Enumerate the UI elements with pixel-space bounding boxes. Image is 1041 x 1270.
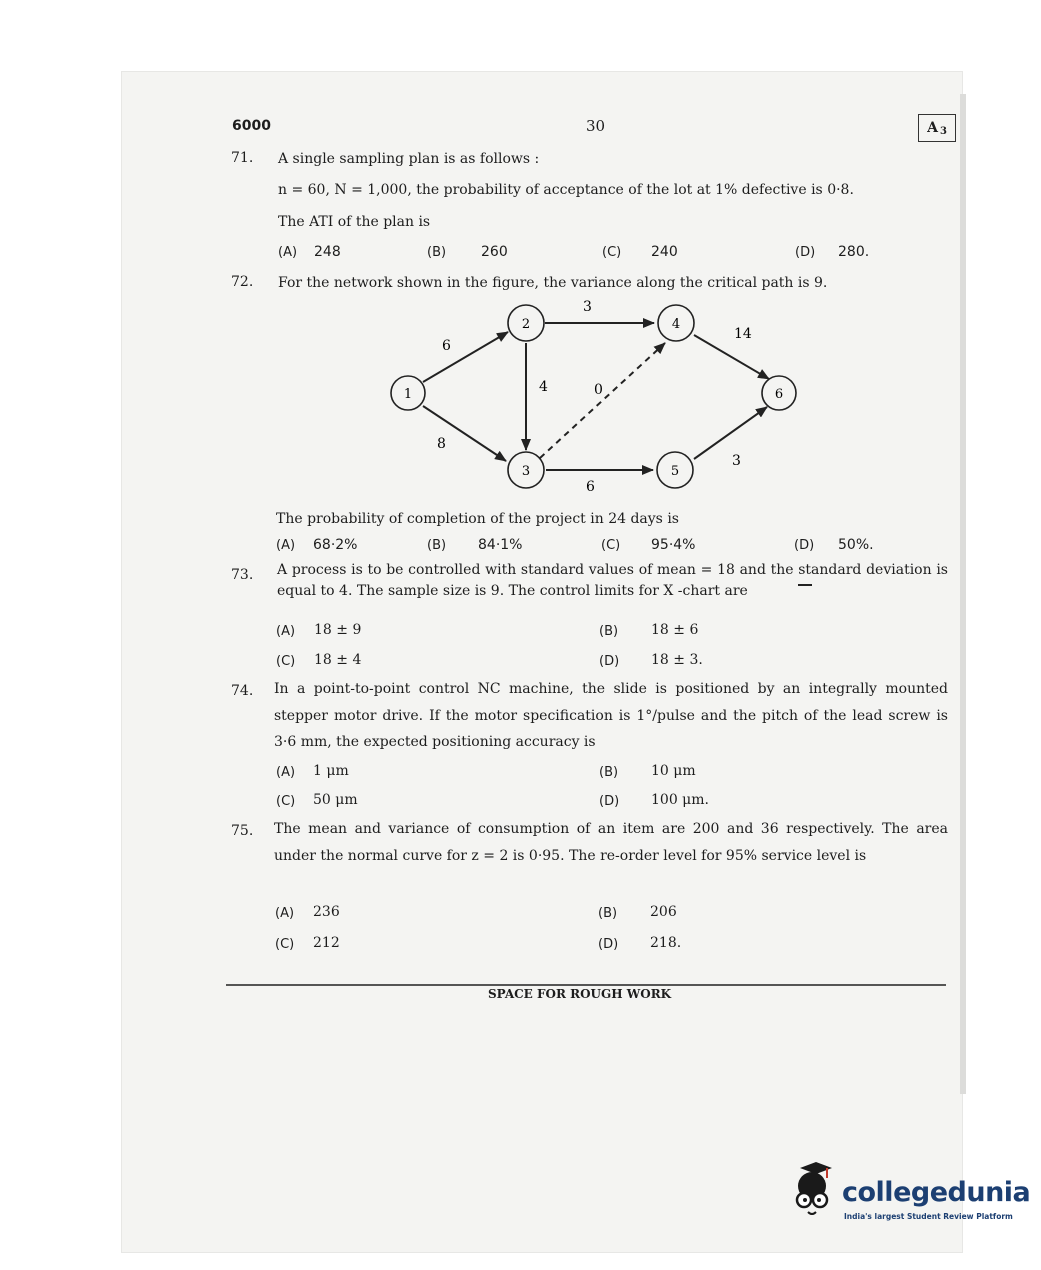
q73-option-b-label: (B) [599, 624, 619, 639]
brand-name: collegedunia [842, 1177, 1031, 1208]
q71-option-c: 240 [651, 244, 678, 260]
q72-line2: The probability of completion of the project in 24 days is [276, 511, 679, 527]
node-1-label: 1 [403, 387, 413, 402]
rough-work-label: SPACE FOR ROUGH WORK [488, 987, 672, 1001]
q72-line1: For the network shown in the figure, the variance along the critical path is 9. [278, 275, 828, 291]
q71-number: 71. [231, 150, 254, 166]
q72-option-a: 68·2% [313, 537, 358, 553]
q75-text: The mean and variance of consumption of an item are 200 and 36 respectively. The area under the normal curve for z = 2 is 0·95. The re-order level for 95% service level is [274, 821, 948, 864]
x-bar-overline [798, 584, 812, 586]
q73-option-c-label: (C) [276, 654, 296, 669]
q73-option-a-label: (A) [276, 624, 296, 639]
edge-1-2 [423, 332, 508, 382]
q72-option-b: 84·1% [478, 537, 523, 553]
edge-5-6 [694, 407, 767, 459]
q72-number: 72. [231, 274, 254, 290]
node-5 [657, 452, 693, 488]
booklet-code-sub: 3 [939, 125, 947, 137]
q73-text: A process is to be controlled with standard values of mean = 18 and the standard deviation is equal to 4. The sample size is 9. The control limits for X -chart are [277, 562, 948, 599]
q75-option-b-label: (B) [598, 906, 618, 921]
q75-option-a: 236 [313, 904, 340, 920]
q71-option-b-label: (B) [427, 245, 447, 260]
paper-code: 6000 [232, 118, 271, 134]
q72-option-d-label: (D) [794, 538, 815, 553]
q71-option-b: 260 [481, 244, 508, 260]
q71-line3: The ATI of the plan is [278, 214, 431, 230]
q71-line1: A single sampling plan is as follows : [278, 151, 540, 167]
edge-5-6-label: 3 [732, 453, 741, 469]
rough-work-rule [226, 984, 946, 986]
q72-option-d: 50%. [838, 537, 874, 553]
q75-option-d-label: (D) [598, 937, 619, 952]
booklet-code: A [927, 120, 938, 136]
network-diagram [380, 295, 800, 505]
q73-option-b: 18 ± 6 [651, 622, 699, 638]
q74-option-a-label: (A) [276, 765, 296, 780]
q73-number: 73. [231, 567, 254, 583]
edge-3-4-label: 0 [594, 382, 603, 398]
q75-option-b: 206 [650, 904, 677, 920]
edge-4-6-label: 14 [734, 326, 752, 342]
node-1 [391, 376, 425, 410]
q72-option-c: 95·4% [651, 537, 696, 553]
q74-option-b-label: (B) [599, 765, 619, 780]
mascot-icon [786, 1162, 838, 1222]
q71-option-a: 248 [314, 244, 341, 260]
node-5-label: 5 [670, 464, 680, 479]
q71-option-a-label: (A) [278, 245, 298, 260]
node-3-label: 3 [521, 464, 531, 479]
node-4 [658, 305, 694, 341]
q73-option-a: 18 ± 9 [314, 622, 362, 638]
node-3 [508, 452, 544, 488]
exam-page [122, 72, 962, 1252]
node-6-label: 6 [774, 387, 784, 402]
edge-1-3-label: 8 [437, 436, 446, 452]
edge-3-4-dummy [540, 343, 665, 458]
booklet-code-box [918, 114, 956, 142]
q72-option-c-label: (C) [601, 538, 621, 553]
q72-option-a-label: (A) [276, 538, 296, 553]
q75-option-d: 218. [650, 935, 682, 951]
q71-option-d: 280. [838, 244, 870, 260]
q71-option-d-label: (D) [795, 245, 816, 260]
q74-option-c: 50 μm [313, 792, 358, 808]
q74-text: In a point-to-point control NC machine, the slide is positioned by an integrally mounted stepper motor drive. If the motor specification is 1°/pulse and the pitch of the lead screw is 3·6 mm, the expected positioning accuracy is [274, 681, 948, 750]
edge-3-5-label: 6 [586, 479, 595, 495]
q75-option-c: 212 [313, 935, 340, 951]
edge-2-4-label: 3 [583, 299, 592, 315]
q74-option-d: 100 μm. [651, 792, 709, 808]
q71-option-c-label: (C) [602, 245, 622, 260]
q74-option-b: 10 μm [651, 763, 696, 779]
q74-option-d-label: (D) [599, 794, 620, 809]
q73-option-d: 18 ± 3. [651, 652, 703, 668]
q73-option-d-label: (D) [599, 654, 620, 669]
node-6 [762, 376, 796, 410]
brand-tagline: India's largest Student Review Platform [844, 1212, 1013, 1221]
q72-option-b-label: (B) [427, 538, 447, 553]
edge-1-3 [423, 406, 506, 461]
q75-option-c-label: (C) [275, 937, 295, 952]
q71-line2: n = 60, N = 1,000, the probability of acceptance of the lot at 1% defective is 0·8. [278, 182, 854, 198]
edge-1-2-label: 6 [442, 338, 451, 354]
q75-number: 75. [231, 823, 254, 839]
node-2-label: 2 [521, 317, 531, 332]
page-number: 30 [586, 117, 606, 135]
q73-option-c: 18 ± 4 [314, 652, 362, 668]
collegedunia-watermark [786, 1162, 1031, 1237]
node-2 [508, 305, 544, 341]
node-4-label: 4 [671, 317, 681, 332]
q74-option-c-label: (C) [276, 794, 296, 809]
edge-4-6 [694, 335, 769, 379]
q75-option-a-label: (A) [275, 906, 295, 921]
page-edge [960, 94, 966, 1094]
q74-option-a: 1 μm [313, 763, 349, 779]
edge-2-3-label: 4 [539, 379, 548, 395]
q74-number: 74. [231, 683, 254, 699]
